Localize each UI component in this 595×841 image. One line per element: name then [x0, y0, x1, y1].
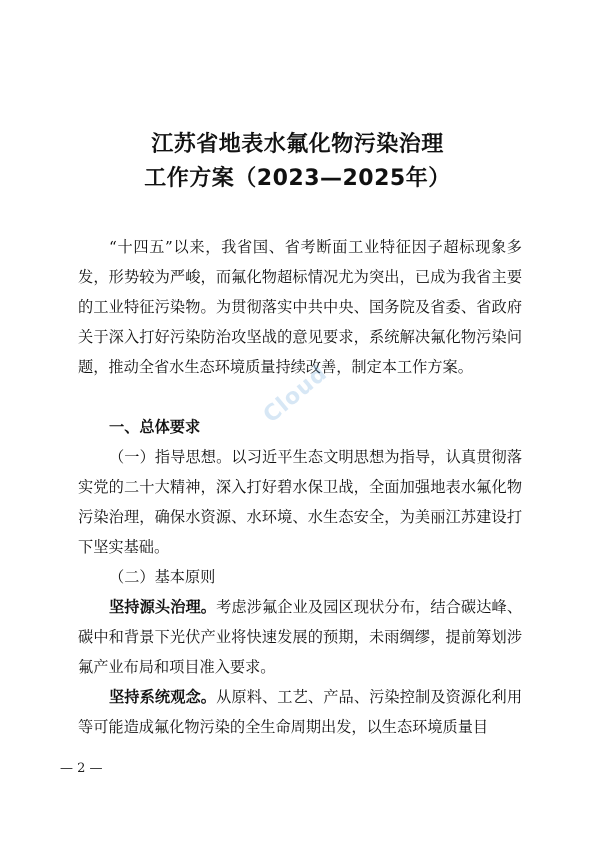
- principle-source-control-paragraph: [78, 592, 522, 682]
- title-line-1: 江苏省地表水氟化物污染治理: [151, 132, 444, 157]
- principle-source-control-text: 考虑涉氟企业及园区现状分布，结合碳达峰、碳中和背景下光伏产业将快速发展的预期，未雨绸缪，提前筹划涉氟产业布局和项目准入要求。: [78, 598, 523, 676]
- intro-paragraph: “十四五”以来，我省国、省考断面工业特征因子超标现象多发，形势较为严峻，而氟化物超标情况尤为突出，已成为我省主要的工业特征污染物。为贯彻落实中共中央、国务院及省委、省政府关于深入打好污染防治攻坚战的意见要求，系统解决氟化物污染问题，推动全省水生态环境质量持续改善，制定本工作方案。: [78, 238, 522, 376]
- basic-principles-heading: （二）基本原则: [109, 568, 216, 586]
- guiding-ideology-label: （一）指导思想。: [109, 448, 232, 466]
- principle-systems-thinking-text: 从原料、工艺、产品、污染控制及资源化利用等可能造成氟化物污染的全生命周期出发，以生态环境质量目: [78, 688, 523, 736]
- title-line-2: 工作方案（2023—2025年）: [144, 166, 451, 191]
- section-1-heading: 一、总体要求: [109, 418, 201, 436]
- principle-source-control-label: 坚持源头治理。: [109, 598, 217, 616]
- principle-systems-thinking-paragraph: [78, 682, 522, 742]
- guiding-ideology-paragraph: [78, 442, 522, 562]
- guiding-ideology-text: 以习近平生态文明思想为指导，认真贯彻落实党的二十大精神，深入打好碧水保卫战，全面加强地表水氟化物污染治理，确保水资源、水环境、水生态安全，为美丽江苏建设打下坚实基础。: [78, 448, 523, 556]
- page-number: — 2 —: [60, 761, 103, 776]
- principle-systems-thinking-label: 坚持系统观念。: [109, 688, 217, 706]
- cloud-watermark: Cloud: [258, 360, 333, 429]
